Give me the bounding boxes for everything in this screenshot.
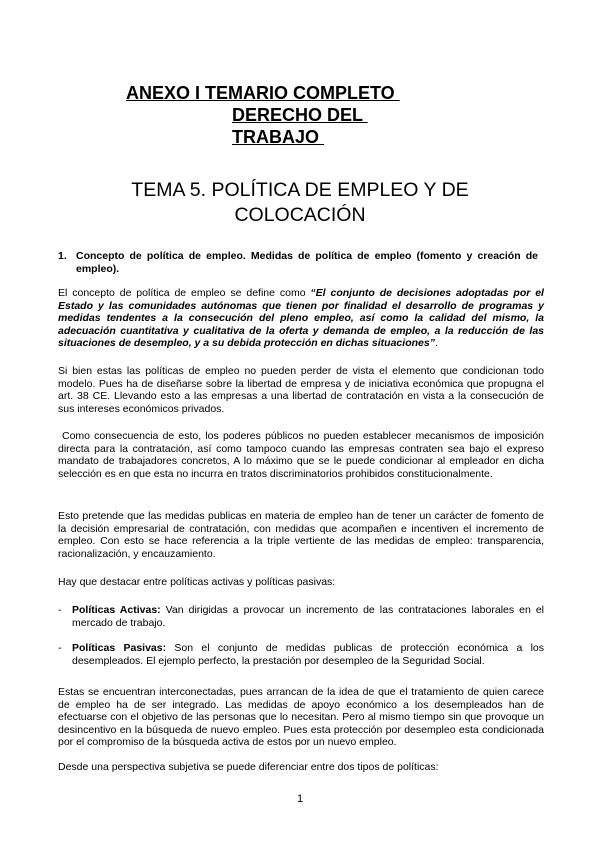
header-line-2: DERECHO DEL	[232, 105, 368, 125]
definition-end: .	[434, 337, 438, 349]
bullet-text: Van dirigidas a provocar un incremento de las contrataciones laborales en el mercado de trabajo.	[72, 604, 544, 629]
bullet-text: Son el conjunto de medidas publicas de protección económica a los desempleados. El ejemplo perfecto, la prestación por desempleo de la Seguridad Social.	[72, 642, 545, 667]
topic-title	[0, 178, 600, 228]
topic-title-line-2: COLOCACIÓN	[234, 204, 366, 226]
paragraph-activas-pasivas: Hay que destacar entre políticas activas y políticas pasivas:	[58, 576, 336, 588]
definition-intro: El concepto de política de empleo se define como	[58, 287, 311, 299]
definition-quote: “El conjunto de decisiones adoptadas por el Estado y las comunidades autónomas que tienen por finalidad el desarrollo de programas y medidas tendentes a la consecución del pleno empleo, así como la calidad del mismo, la adecuación cuantitativa y cualitativa de la oferta y demanda de empleo, a la reducción de las situaciones de desempleo, y a su debida protección en dichas situaciones”	[58, 287, 544, 349]
topic-title-line-1: TEMA 5. POLÍTICA DE EMPLEO Y DE	[131, 179, 469, 201]
page-number: 1	[296, 793, 304, 805]
paragraph-poderes-publicos: Como consecuencia de esto, los poderes públicos no pueden establecer mecanismos de imposición directa para la contratación, así como tampoco cuando las empresas contraten sea bajo el expreso mandato de trabajadores concretos, A lo máximo que se le puede condicionar al empleador en dicha selección es en que esta no incurra en tratos discriminatorios prohibidos constitucionalmente.	[58, 430, 544, 480]
section-heading	[58, 250, 544, 275]
bullet-dash: -	[58, 604, 62, 616]
paragraph-definition	[58, 287, 544, 350]
bullet-politicas-pasivas	[58, 642, 544, 667]
section-title: Concepto de política de empleo. Medidas de política de empleo (fomento y creación de empleo).	[76, 250, 538, 275]
header-line-3: TRABAJO	[232, 127, 325, 147]
paragraph-medidas-publicas: Esto pretende que las medidas publicas en materia de empleo han de tener un carácter de fomento de la decisión empresarial de contratación, con medidas que acompañen e incentiven el incremento de empleo. Con esto se hace referencia a la triple vertiente de las medidas de empleo: transparencia, racionalización, y encauzamiento.	[58, 510, 544, 560]
bullet-label: Políticas Pasivas:	[72, 642, 167, 654]
section-number: 1.	[58, 250, 67, 262]
bullet-politicas-activas	[58, 604, 544, 629]
bullet-dash: -	[58, 642, 62, 654]
header-line-1: ANEXO I TEMARIO COMPLETO	[126, 83, 400, 103]
paragraph-interconectadas: Estas se encuentran interconectadas, pues arrancan de la idea de que el tratamiento de quien carece de empleo ha de ser integrado. Las medidas de apoyo económico a los desempleados han de efectuarse con el objetivo de las personas que lo necesitan. Pero al mismo tiempo sin que provoque un desincentivo en la búsqueda de nuevo empleo. Pues esta protección por desempleo esta condicionada por el compromiso de la búsqueda activa de estos por un nuevo empleo.	[58, 686, 544, 748]
paragraph-libertad-empresa: Si bien estas las políticas de empleo no pueden perder de vista el elemento que condicionan todo modelo. Pues ha de diseñarse sobre la libertad de empresa y de iniciativa económica que propugna el art. 38 CE. Llevando esto a las empresas a una libertad de contratación en vista a la consecución de sus intereses económicos privados.	[58, 365, 544, 415]
paragraph-perspectiva-subjetiva: Desde una perspectiva subjetiva se puede diferenciar entre dos tipos de políticas:	[58, 761, 439, 773]
document-header	[126, 82, 400, 148]
bullet-label: Políticas Activas:	[72, 604, 161, 616]
